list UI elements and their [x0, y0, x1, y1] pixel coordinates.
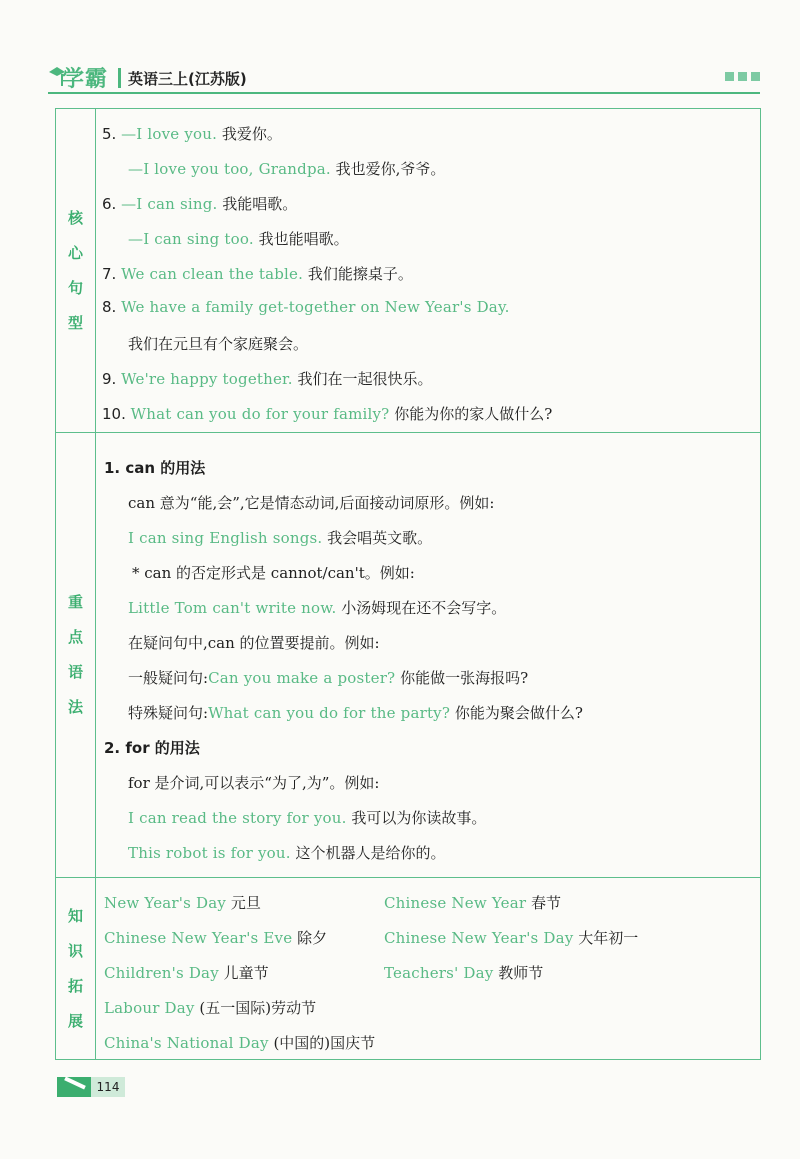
grammar-heading: 2. for 的用法	[104, 739, 200, 757]
header-decoration	[725, 72, 760, 81]
book-title: 英语三上(江苏版)	[128, 70, 247, 88]
pencil-icon	[57, 1077, 91, 1097]
grammar-line: 在疑问句中,can 的位置要提前。例如:	[128, 634, 380, 652]
sentence-line: 8. We have a family get-together on New Year's Day.	[102, 298, 510, 316]
holiday-item: Chinese New Year's Day 大年初一	[384, 929, 639, 947]
holiday-item: Labour Day (五一国际)劳动节	[104, 999, 317, 1017]
holiday-item: Teachers' Day 教师节	[384, 964, 544, 982]
grammar-line: can 意为“能,会”,它是情态动词,后面接动词原形。例如:	[128, 494, 495, 512]
sentence-line: 我们在元旦有个家庭聚会。	[128, 335, 309, 353]
grammar-example: I can sing English songs. 我会唱英文歌。	[128, 529, 433, 547]
holiday-item: China's National Day (中国的)国庆节	[104, 1034, 376, 1052]
grammar-heading: 1. can 的用法	[104, 459, 206, 477]
knowledge-extension-section	[55, 877, 761, 1060]
core-sentences-section	[55, 108, 761, 433]
grammar-example: 一般疑问句:Can you make a poster? 你能做一张海报吗?	[128, 669, 529, 687]
section-label: 重 点 语 法	[56, 433, 96, 877]
sentence-line: —I can sing too. 我也能唱歌。	[128, 230, 349, 248]
section-label: 知 识 拓 展	[56, 878, 96, 1059]
header-divider	[118, 68, 121, 88]
page-header	[48, 62, 760, 96]
section-label: 核 心 句 型	[56, 109, 96, 432]
holiday-item: Chinese New Year 春节	[384, 894, 562, 912]
holiday-item: Children's Day 儿童节	[104, 964, 269, 982]
grammar-line: for 是介词,可以表示“为了,为”。例如:	[128, 774, 380, 792]
header-rule	[48, 92, 760, 94]
holiday-item: Chinese New Year's Eve 除夕	[104, 929, 328, 947]
sentence-line: 6. —I can sing. 我能唱歌。	[102, 195, 298, 213]
grammar-line: * can 的否定形式是 cannot/can't。例如:	[132, 564, 415, 582]
sentence-line: 10. What can you do for your family? 你能为你的家人做什么?	[102, 405, 553, 423]
key-grammar-section	[55, 432, 761, 878]
holiday-item: New Year's Day 元旦	[104, 894, 261, 912]
sentence-line: 9. We're happy together. 我们在一起很快乐。	[102, 370, 433, 388]
page-number: 114	[91, 1077, 125, 1097]
sentence-line: —I love you too, Grandpa. 我也爱你,爷爷。	[128, 160, 446, 178]
grammar-example: This robot is for you. 这个机器人是给你的。	[128, 844, 446, 862]
brand-logo: 学霸	[62, 67, 109, 92]
sentence-line: 7. We can clean the table. 我们能擦桌子。	[102, 265, 413, 283]
grammar-example: 特殊疑问句:What can you do for the party? 你能为聚会做什么?	[128, 704, 583, 722]
grammar-example: I can read the story for you. 我可以为你读故事。	[128, 809, 487, 827]
sentence-line: 5. —I love you. 我爱你。	[102, 125, 282, 143]
grammar-example: Little Tom can't write now. 小汤姆现在还不会写字。	[128, 599, 507, 617]
